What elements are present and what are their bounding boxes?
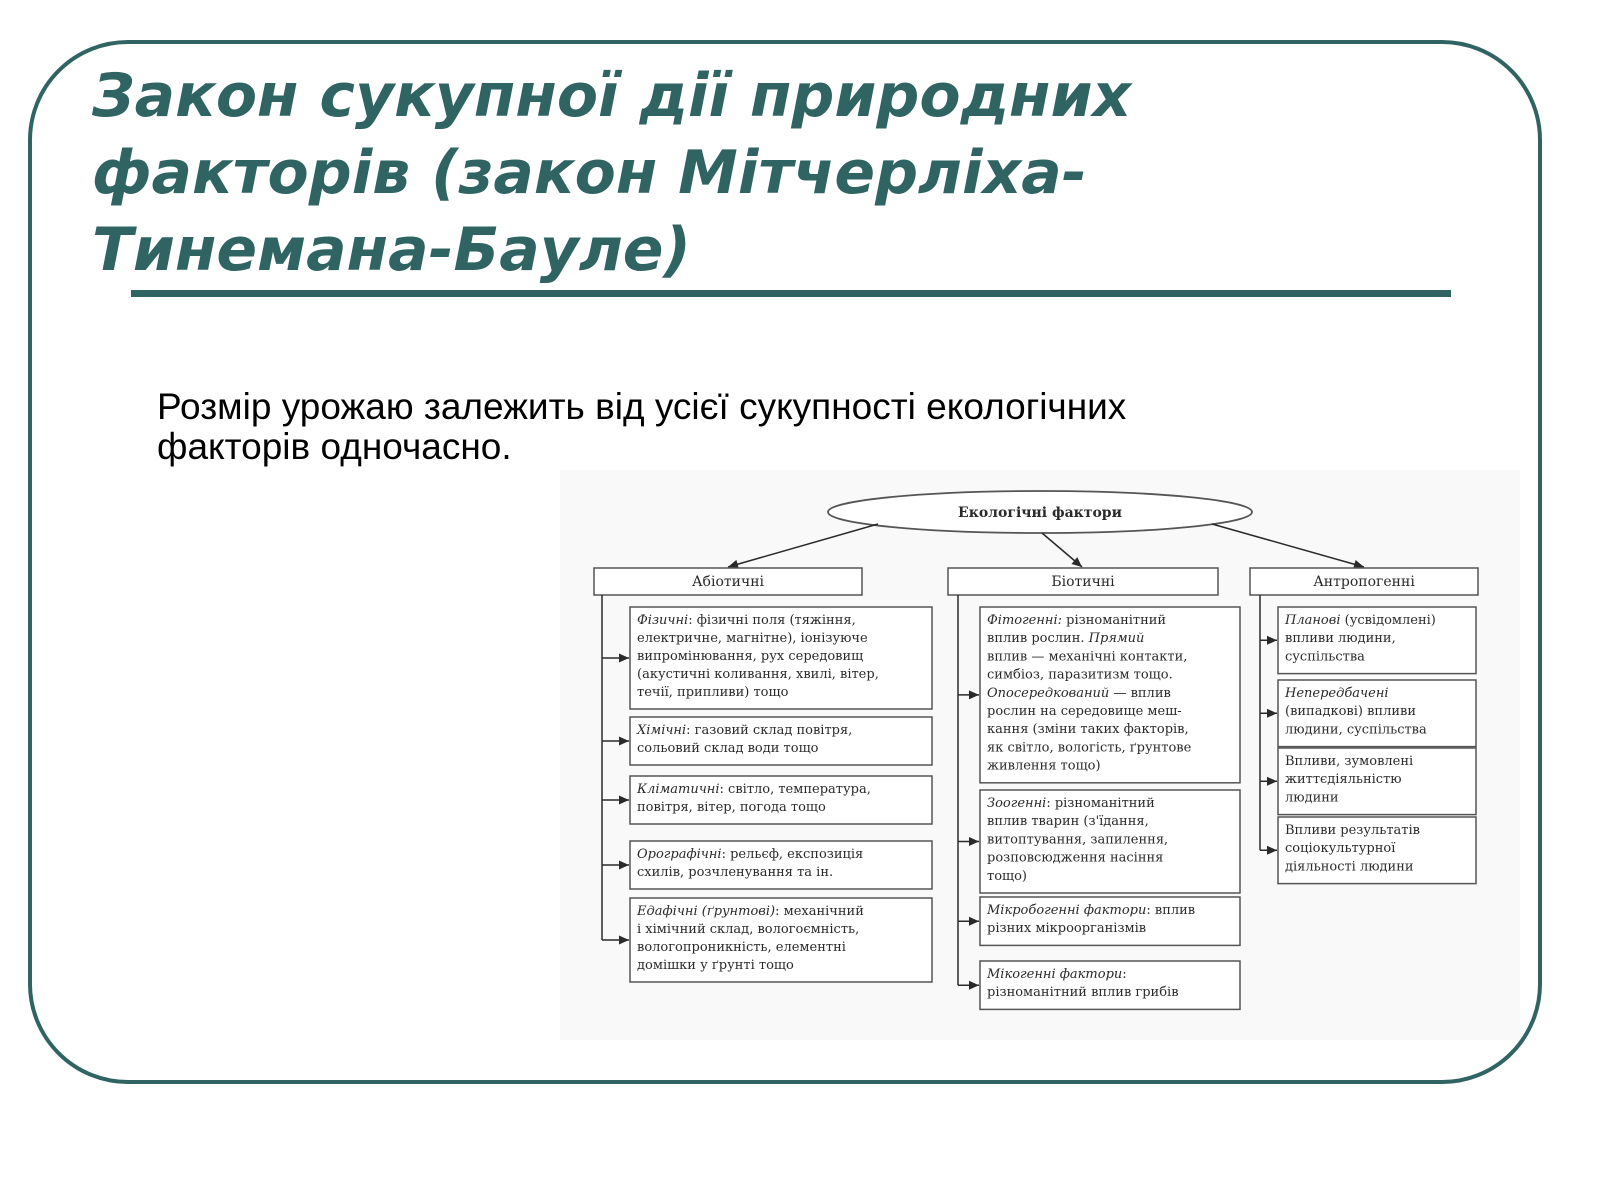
group-2-item-1-line-2 <box>987 631 1144 646</box>
group-3-item-1-line-3 <box>1285 649 1365 664</box>
text-segment: і хімічний склад, вологоємність, <box>637 922 860 937</box>
group-2-item-2-line-5 <box>987 869 1027 884</box>
text-segment: діяльності людини <box>1285 859 1414 875</box>
root-label: Екологічні фактори <box>958 505 1122 521</box>
title-underline <box>131 290 1451 297</box>
term-italic: Кліматичні <box>637 782 720 797</box>
text-segment: домішки у ґрунті тощо <box>637 958 794 973</box>
diagram-canvas <box>560 470 1520 1040</box>
text-segment: суспільства <box>1285 649 1365 665</box>
text-segment: витоптування, запилення, <box>987 832 1169 848</box>
group-2-item-2-line-4 <box>987 851 1163 866</box>
root-arrow-3 <box>1212 524 1364 567</box>
group-1-item-1-line-4 <box>637 667 879 682</box>
group-1-item-4-line-1 <box>637 847 863 862</box>
group-2-item-1-line-5 <box>987 686 1171 701</box>
term-italic: Опосередкований <box>987 685 1110 701</box>
text-segment: (акустичні коливання, хвилі, вітер, <box>637 667 879 682</box>
group-3-item-4-line-3 <box>1285 859 1414 874</box>
group-3-item-3-line-1 <box>1285 754 1413 769</box>
text-segment: (усвідомлені) <box>1340 613 1436 628</box>
text-segment: кання (зміни таких факторів, <box>987 722 1189 738</box>
group-1-item-5-line-4 <box>637 958 794 973</box>
group-2-item-1-line-6 <box>987 704 1182 719</box>
group-2-item-1-line-3 <box>987 649 1187 664</box>
group-1-header-label: Абіотичні <box>691 574 765 590</box>
group-2-header-label: Біотичні <box>1051 574 1115 590</box>
title-line-3: Тинемана-Бауле) <box>92 215 691 285</box>
group-1-item-5-line-1 <box>636 904 864 919</box>
group-3-item-3-arrow-head <box>1267 777 1277 786</box>
text-segment: : <box>1122 967 1127 982</box>
text-segment: соціокультурної <box>1285 841 1396 857</box>
text-segment: різноманітний вплив грибів <box>987 985 1179 1001</box>
group-2-item-3-line-2 <box>987 921 1146 936</box>
law-statement <box>157 387 1297 467</box>
group-1-item-3-line-2 <box>637 800 826 815</box>
statement-line-2: факторів одночасно. <box>157 426 512 467</box>
group-3-item-3-line-3 <box>1285 790 1339 805</box>
group-3-item-4-arrow-head <box>1267 846 1277 855</box>
group-1-item-4-arrow-head <box>619 861 629 870</box>
term-italic: Фітогенні: <box>987 613 1063 628</box>
text-segment: різних мікроорганізмів <box>987 921 1147 937</box>
group-2-item-4-line-1 <box>986 967 1127 982</box>
text-segment: симбіоз, паразитизм тощо. <box>987 667 1173 683</box>
group-3-item-2-arrow-head <box>1267 709 1277 718</box>
group-3-item-2-line-2 <box>1285 704 1416 719</box>
text-segment: електричне, магнітне), іонізуюче <box>637 631 868 646</box>
group-2-item-1-arrow-head <box>969 690 979 699</box>
group-2-item-1-line-8 <box>987 740 1192 755</box>
text-segment: повітря, вітер, погода тощо <box>637 800 826 815</box>
group-1-item-4-line-2 <box>637 865 833 880</box>
term-italic: Мікогенні фактори <box>987 967 1123 982</box>
text-segment: Впливи, зумовлені <box>1285 754 1414 769</box>
text-segment: випромінювання, рух середовищ <box>637 649 864 664</box>
text-segment: людини <box>1285 790 1339 806</box>
group-2-item-2-line-2 <box>987 814 1149 829</box>
text-segment: : світло, температура, <box>719 782 871 797</box>
text-segment: рослин на середовище меш- <box>987 704 1182 719</box>
text-segment: — вплив <box>1109 685 1171 701</box>
group-3-header-label: Антропогенні <box>1313 574 1415 590</box>
group-2-item-3-arrow-head <box>969 917 979 926</box>
root-arrow-1 <box>728 524 878 567</box>
group-3-item-4-line-2 <box>1285 841 1396 856</box>
slide-title <box>92 58 1392 289</box>
text-segment: : різноманітний <box>1046 796 1155 811</box>
group-1-item-1-arrow-head <box>619 654 629 663</box>
text-segment: : вплив <box>1146 903 1196 918</box>
group-1-item-1-line-1 <box>637 613 856 628</box>
text-segment: вплив рослин. <box>987 631 1089 647</box>
group-2-item-1-line-4 <box>987 668 1173 683</box>
text-segment: життєдіяльністю <box>1285 772 1402 788</box>
term-italic: Непередбачені <box>1285 686 1389 701</box>
text-segment: живлення тощо) <box>987 758 1101 774</box>
group-2-item-3-line-1 <box>986 903 1195 918</box>
term-italic: Прямий <box>1088 631 1145 647</box>
text-segment: : механічний <box>775 904 864 919</box>
group-1-item-5-arrow-head <box>619 936 629 945</box>
term-italic: Планові <box>1285 613 1341 628</box>
group-1-item-1-line-5 <box>637 685 789 700</box>
text-segment: вологопроникність, елементні <box>637 940 846 955</box>
group-3-item-2-line-1 <box>1284 686 1389 701</box>
text-segment: як світло, вологість, ґрунтове <box>987 740 1192 756</box>
group-2-item-4-arrow-head <box>969 981 979 990</box>
statement-line-1: Розмір урожаю залежить від усієї сукупності екологічних <box>157 386 1127 427</box>
group-3-item-1-arrow-head <box>1267 636 1277 645</box>
group-2-item-2-arrow-head <box>969 837 979 846</box>
ecological-factors-diagram <box>560 470 1520 1040</box>
group-2-item-1-line-7 <box>987 722 1189 737</box>
group-1-item-1-line-3 <box>637 649 863 664</box>
title-line-2: факторів (закон Мітчерліха- <box>92 138 1087 208</box>
text-segment: вплив — механічні контакти, <box>987 649 1188 665</box>
text-segment: розповсюдження насіння <box>987 850 1164 866</box>
group-3-item-4-line-1 <box>1285 823 1420 838</box>
text-segment: людини, суспільства <box>1285 722 1427 738</box>
text-segment: тощо) <box>987 868 1028 884</box>
text-segment: (випадкові) впливи <box>1285 704 1416 720</box>
term-italic: Хімічні <box>637 723 687 738</box>
title-line-1: Закон сукупної дії природних <box>92 61 1132 131</box>
group-1-item-2-arrow-head <box>619 737 629 746</box>
term-italic: Орографічні <box>637 847 722 862</box>
text-segment: : рельєф, експозиція <box>721 847 864 862</box>
term-italic: Мікробогенні фактори <box>987 903 1147 918</box>
group-1-item-5-line-2 <box>637 922 859 937</box>
group-1-item-1-line-2 <box>637 631 868 646</box>
group-1-item-2-line-2 <box>637 741 819 756</box>
group-2-item-2-line-3 <box>987 832 1168 847</box>
text-segment: Впливи результатів <box>1285 823 1420 838</box>
term-italic: Едафічні (ґрунтові) <box>637 904 776 919</box>
group-3-item-1-line-1 <box>1284 613 1436 628</box>
group-2-item-1-line-1 <box>987 613 1166 628</box>
term-italic: Фізичні <box>637 613 689 628</box>
group-3-item-1-line-2 <box>1285 631 1396 646</box>
text-segment: : газовий склад повітря, <box>686 723 853 738</box>
group-2-item-4-line-2 <box>987 985 1179 1000</box>
group-1-item-5-line-3 <box>637 940 846 955</box>
text-segment: вплив тварин (з'їдання, <box>987 814 1149 830</box>
term-italic: Зоогенні <box>987 796 1047 811</box>
group-1-item-3-line-1 <box>636 782 871 797</box>
text-segment: різноманітний <box>1062 613 1167 628</box>
text-segment: : фізичні поля (тяжіння, <box>688 613 856 628</box>
group-3-item-2-line-3 <box>1285 722 1427 737</box>
text-segment: схилів, розчленування та ін. <box>637 865 834 880</box>
group-3-item-3-line-2 <box>1285 772 1402 787</box>
text-segment: сольовий склад води тощо <box>637 741 819 756</box>
group-2-item-1-line-9 <box>987 759 1101 774</box>
group-1-item-2-line-1 <box>636 723 852 738</box>
group-2-item-2-line-1 <box>987 796 1155 811</box>
text-segment: течії, припливи) тощо <box>637 685 789 700</box>
group-1-item-3-arrow-head <box>619 796 629 805</box>
text-segment: впливи людини, <box>1285 631 1396 647</box>
